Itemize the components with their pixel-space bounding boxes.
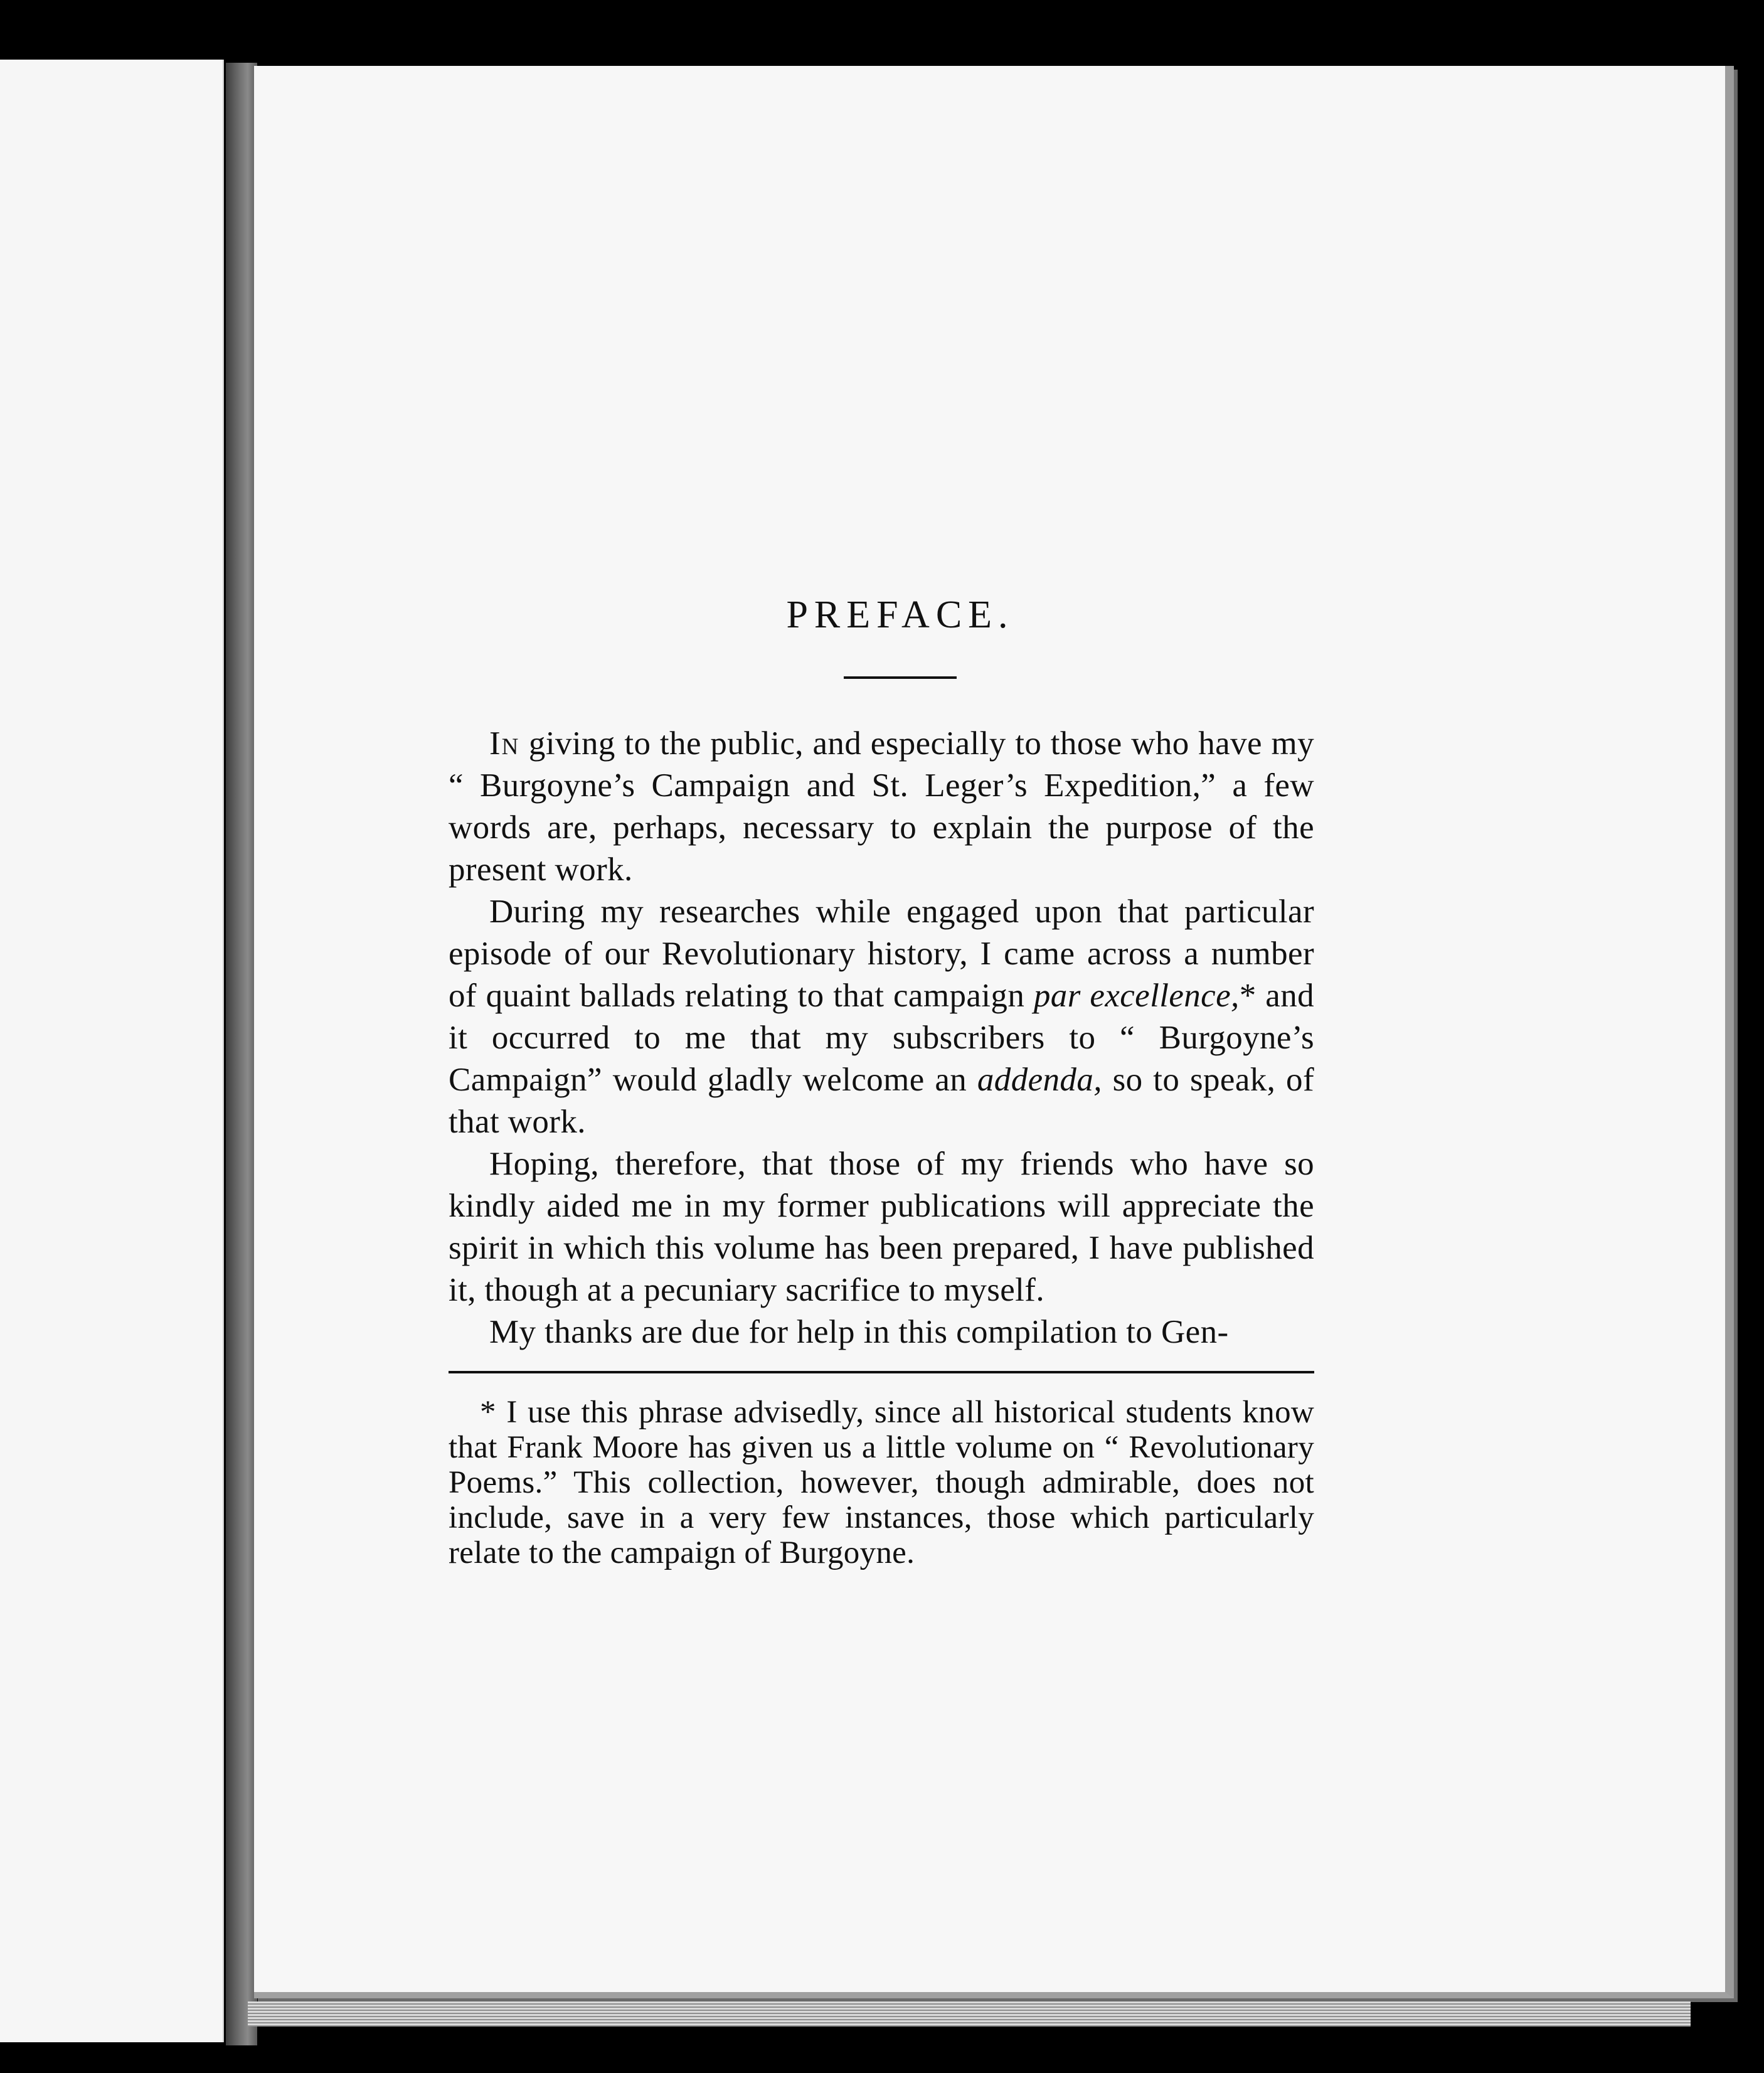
paragraph-2 <box>449 891 1314 1143</box>
paragraph-2-italic1: par excellence, <box>1033 978 1240 1014</box>
paragraph-2-part3: so to speak, of that work. <box>449 1062 1314 1140</box>
footnote: * I use this phrase advisedly, since all historical students know that Frank Moore has given us a little volume on “ Revolutionary Poems.” This collection, however, though admirable, does not include, save in a very few instances, those which particularly relate to the campaign of Burgoyne. <box>449 1395 1314 1570</box>
facing-page <box>0 60 224 2042</box>
page-edges <box>248 2001 1691 2027</box>
paragraph-2-part2: * and it occurred to me that my subscribers to “ Burgoyne’s Campaign” would gladly welcome an <box>449 978 1314 1098</box>
paragraph-1-lead: In <box>489 725 520 762</box>
footnote-rule <box>449 1371 1314 1373</box>
book-gutter <box>226 63 257 2045</box>
paragraph-1 <box>449 723 1314 891</box>
paragraph-2-part1: During my researches while engaged upon that particular episode of our Revolutionary history, I came across a number of quaint ballads relating to that campaign <box>449 893 1314 1014</box>
title-rule <box>844 676 957 679</box>
paragraph-1-text: giving to the public, and especially to those who have my “ Burgoyne’s Campaign and St. Leger’s Expedition,” a few words are, perhaps, necessary to explain the purpose of the present work. <box>449 725 1314 888</box>
paragraph-3: Hoping, therefore, that those of my friends who have so kindly aided me in my former publications will appreciate the spirit in which this volume has been prepared, I have published it, though at a pecuniary sacrifice to myself. <box>449 1146 1314 1308</box>
page-title: PREFACE. <box>786 594 1014 636</box>
paragraph-2-italic2: addenda, <box>977 1062 1102 1098</box>
paragraph-4: My thanks are due for help in this compilation to Gen- <box>489 1314 1229 1350</box>
page-content <box>449 593 1314 1570</box>
